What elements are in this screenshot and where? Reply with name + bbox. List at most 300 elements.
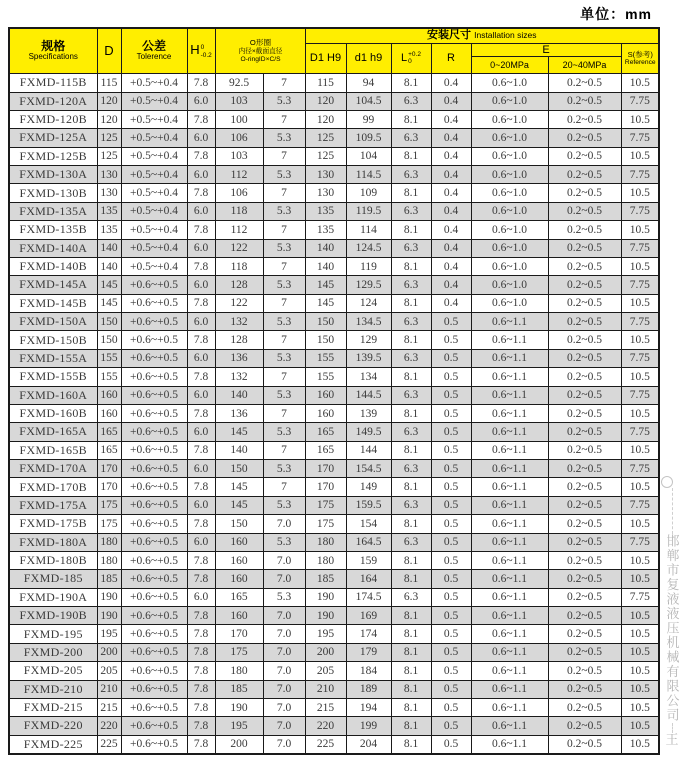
l-cell: 6.3 (391, 423, 431, 441)
oring-id-cell: 185 (215, 680, 263, 698)
r-cell: 0.5 (431, 496, 471, 514)
e-20-40mpa-cell: 0.2~0.5 (548, 515, 621, 533)
h-cell: 6.0 (187, 496, 215, 514)
d1h9-small-cell: 134 (346, 368, 391, 386)
l-cell: 8.1 (391, 698, 431, 716)
oring-cs-cell: 7 (263, 257, 305, 275)
tolerance-cell: +0.6~+0.5 (121, 515, 187, 533)
spec-cell: FXMD-120A (9, 92, 97, 110)
spec-cell: FXMD-135A (9, 202, 97, 220)
e-0-20mpa-cell: 0.6~1.1 (471, 441, 548, 459)
e-0-20mpa-cell: 0.6~1.1 (471, 680, 548, 698)
d1h9-cell: 175 (305, 515, 346, 533)
s-reference-cell: 10.5 (621, 680, 659, 698)
d1h9-cell: 170 (305, 478, 346, 496)
l-cell: 8.1 (391, 478, 431, 496)
spec-cell: FXMD-155A (9, 349, 97, 367)
e-20-40mpa-cell: 0.2~0.5 (548, 349, 621, 367)
l-tolerance-stack: +0.2 0 (408, 51, 421, 66)
h-cell: 7.8 (187, 662, 215, 680)
oring-cs-cell: 5.3 (263, 276, 305, 294)
d-cell: 155 (97, 349, 121, 367)
e-20-40mpa-cell: 0.2~0.5 (548, 496, 621, 514)
table-row (9, 202, 659, 220)
table-row (9, 515, 659, 533)
l-cell: 8.1 (391, 643, 431, 661)
d1h9-cell: 205 (305, 662, 346, 680)
e-0-20mpa-cell: 0.6~1.1 (471, 386, 548, 404)
e-20-40mpa-cell: 0.2~0.5 (548, 570, 621, 588)
d-cell: 125 (97, 129, 121, 147)
d-cell: 160 (97, 386, 121, 404)
s-reference-cell: 10.5 (621, 551, 659, 569)
spec-cell: FXMD-190B (9, 607, 97, 625)
spec-header-en: Specifications (28, 52, 78, 62)
oring-cs-cell: 7.0 (263, 607, 305, 625)
d1h9-cell: 160 (305, 404, 346, 422)
e-0-20mpa-cell: 0.6~1.0 (471, 239, 548, 257)
e-20-40mpa-cell: 0.2~0.5 (548, 92, 621, 110)
spec-cell: FXMD-175B (9, 515, 97, 533)
l-cell: 8.1 (391, 515, 431, 533)
e-0-20mpa-cell: 0.6~1.0 (471, 110, 548, 128)
d-cell: 130 (97, 184, 121, 202)
tolerance-cell: +0.5~+0.4 (121, 110, 187, 128)
d1h9-small-cell: 154.5 (346, 460, 391, 478)
tolerance-cell: +0.5~+0.4 (121, 202, 187, 220)
d1h9-cell: 135 (305, 202, 346, 220)
e-0-20mpa-cell: 0.6~1.1 (471, 607, 548, 625)
col-header-installation-sizes (305, 28, 659, 43)
oring-id-cell: 160 (215, 551, 263, 569)
d1h9-small-cell: 99 (346, 110, 391, 128)
h-symbol: H (190, 42, 200, 58)
h-cell: 7.8 (187, 680, 215, 698)
r-cell: 0.5 (431, 404, 471, 422)
spec-cell: FXMD-200 (9, 643, 97, 661)
table-row (9, 680, 659, 698)
tolerance-cell: +0.5~+0.4 (121, 257, 187, 275)
h-cell: 7.8 (187, 570, 215, 588)
tolerance-cell: +0.6~+0.5 (121, 551, 187, 569)
spec-cell: FXMD-115B (9, 74, 97, 92)
r-cell: 0.4 (431, 202, 471, 220)
d1h9-small-cell: 104.5 (346, 92, 391, 110)
d1h9-small-cell: 109.5 (346, 129, 391, 147)
spec-cell: FXMD-180A (9, 533, 97, 551)
spec-cell: FXMD-135B (9, 221, 97, 239)
r-cell: 0.5 (431, 460, 471, 478)
h-cell: 7.8 (187, 551, 215, 569)
h-cell: 6.0 (187, 276, 215, 294)
d1h9-small-cell: 144.5 (346, 386, 391, 404)
spec-table (8, 27, 660, 755)
unit-label: 单位：mm (580, 6, 652, 22)
d1h9-cell: 190 (305, 588, 346, 606)
tolerance-cell: +0.5~+0.4 (121, 221, 187, 239)
table-row (9, 129, 659, 147)
table-row (9, 166, 659, 184)
l-cell: 6.3 (391, 588, 431, 606)
d-cell: 115 (97, 74, 121, 92)
col-header-d1h9: D1 H9 (305, 43, 346, 74)
l-cell: 6.3 (391, 92, 431, 110)
e-20-40mpa-cell: 0.2~0.5 (548, 294, 621, 312)
table-row (9, 698, 659, 716)
tolerance-cell: +0.5~+0.4 (121, 92, 187, 110)
r-cell: 0.5 (431, 313, 471, 331)
h-cell: 7.8 (187, 368, 215, 386)
l-cell: 6.3 (391, 202, 431, 220)
r-cell: 0.5 (431, 717, 471, 735)
d-cell: 200 (97, 643, 121, 661)
h-cell: 6.0 (187, 460, 215, 478)
r-cell: 0.5 (431, 386, 471, 404)
r-cell: 0.4 (431, 239, 471, 257)
watermark-strip (656, 476, 688, 776)
h-cell: 6.0 (187, 129, 215, 147)
tolerance-cell: +0.6~+0.5 (121, 643, 187, 661)
oring-cs-cell: 7 (263, 478, 305, 496)
s-reference-cell: 7.75 (621, 423, 659, 441)
table-row (9, 184, 659, 202)
oring-id-cell: 145 (215, 423, 263, 441)
r-cell: 0.4 (431, 184, 471, 202)
oring-id-cell: 106 (215, 184, 263, 202)
tolerance-cell: +0.6~+0.5 (121, 496, 187, 514)
table-row (9, 92, 659, 110)
e-0-20mpa-cell: 0.6~1.1 (471, 533, 548, 551)
s-reference-cell: 10.5 (621, 570, 659, 588)
oring-cs-cell: 7.0 (263, 515, 305, 533)
d-cell: 220 (97, 717, 121, 735)
tolerance-cell: +0.6~+0.5 (121, 625, 187, 643)
oring-cs-cell: 5.3 (263, 386, 305, 404)
h-cell: 7.8 (187, 221, 215, 239)
d-cell: 120 (97, 110, 121, 128)
e-0-20mpa-cell: 0.6~1.1 (471, 515, 548, 533)
s-reference-cell: 10.5 (621, 441, 659, 459)
tolerance-cell: +0.6~+0.5 (121, 735, 187, 753)
d1h9-cell: 160 (305, 386, 346, 404)
r-cell: 0.5 (431, 478, 471, 496)
spec-cell: FXMD-165A (9, 423, 97, 441)
l-cell: 6.3 (391, 460, 431, 478)
tolerance-header-cn: 公差 (141, 39, 166, 54)
table-row (9, 423, 659, 441)
spec-cell: FXMD-155B (9, 368, 97, 386)
oring-cs-cell: 7 (263, 368, 305, 386)
d1h9-cell: 190 (305, 607, 346, 625)
r-cell: 0.5 (431, 423, 471, 441)
table-row (9, 147, 659, 165)
s-reference-cell: 7.75 (621, 533, 659, 551)
oring-cs-cell: 5.3 (263, 349, 305, 367)
h-cell: 6.0 (187, 386, 215, 404)
table-row (9, 276, 659, 294)
h-cell: 7.8 (187, 441, 215, 459)
d1h9-small-cell: 94 (346, 74, 391, 92)
spec-cell: FXMD-145B (9, 294, 97, 312)
oring-id-cell: 160 (215, 570, 263, 588)
e-20-40mpa-cell: 0.2~0.5 (548, 202, 621, 220)
d-cell: 195 (97, 625, 121, 643)
tolerance-cell: +0.6~+0.5 (121, 662, 187, 680)
h-cell: 6.0 (187, 92, 215, 110)
d-cell: 170 (97, 460, 121, 478)
spec-cell: FXMD-195 (9, 625, 97, 643)
l-cell: 6.3 (391, 349, 431, 367)
table-row (9, 496, 659, 514)
l-cell: 6.3 (391, 239, 431, 257)
d-cell: 175 (97, 515, 121, 533)
s-reference-cell: 10.5 (621, 662, 659, 680)
col-header-tolerance (121, 28, 187, 74)
h-cell: 7.8 (187, 607, 215, 625)
oring-id-cell: 103 (215, 92, 263, 110)
oring-id-cell: 145 (215, 478, 263, 496)
oring-cs-cell: 7 (263, 74, 305, 92)
r-cell: 0.5 (431, 588, 471, 606)
e-0-20mpa-cell: 0.6~1.0 (471, 147, 548, 165)
d1h9-cell: 210 (305, 680, 346, 698)
s-reference-cell: 10.5 (621, 110, 659, 128)
col-header-spec (9, 28, 97, 74)
h-cell: 6.0 (187, 533, 215, 551)
l-cell: 6.3 (391, 166, 431, 184)
h-cell: 6.0 (187, 166, 215, 184)
d1h9-cell: 200 (305, 643, 346, 661)
s-reference-cell: 10.5 (621, 735, 659, 753)
dashed-line (672, 723, 673, 733)
d1h9-small-cell: 124.5 (346, 239, 391, 257)
h-cell: 7.8 (187, 294, 215, 312)
oring-cs-cell: 5.3 (263, 92, 305, 110)
tolerance-cell: +0.6~+0.5 (121, 386, 187, 404)
d1h9-small-cell: 204 (346, 735, 391, 753)
table-row (9, 588, 659, 606)
d1h9-cell: 220 (305, 717, 346, 735)
oring-cs-cell: 5.3 (263, 423, 305, 441)
table-row (9, 735, 659, 753)
tolerance-cell: +0.6~+0.5 (121, 276, 187, 294)
install-header-en: Installation sizes (474, 30, 537, 41)
spec-cell: FXMD-125A (9, 129, 97, 147)
table-row (9, 294, 659, 312)
l-cell: 8.1 (391, 331, 431, 349)
d-cell: 145 (97, 276, 121, 294)
d1h9-cell: 125 (305, 147, 346, 165)
h-cell: 7.8 (187, 698, 215, 716)
l-cell: 8.1 (391, 110, 431, 128)
e-20-40mpa-cell: 0.2~0.5 (548, 404, 621, 422)
d1h9-cell: 120 (305, 92, 346, 110)
l-cell: 8.1 (391, 294, 431, 312)
e-20-40mpa-cell: 0.2~0.5 (548, 533, 621, 551)
e-0-20mpa-cell: 0.6~1.0 (471, 276, 548, 294)
r-cell: 0.5 (431, 441, 471, 459)
d1h9-small-cell: 149 (346, 478, 391, 496)
r-cell: 0.4 (431, 129, 471, 147)
h-cell: 7.8 (187, 74, 215, 92)
s-reference-cell: 10.5 (621, 221, 659, 239)
oring-id-cell: 170 (215, 625, 263, 643)
e-20-40mpa-cell: 0.2~0.5 (548, 331, 621, 349)
d1h9-small-cell: 149.5 (346, 423, 391, 441)
d1h9-cell: 150 (305, 331, 346, 349)
e-0-20mpa-cell: 0.6~1.0 (471, 257, 548, 275)
oring-cs-cell: 5.3 (263, 588, 305, 606)
h-cell: 6.0 (187, 349, 215, 367)
table-row (9, 349, 659, 367)
spec-cell: FXMD-210 (9, 680, 97, 698)
oring-cs-cell: 5.3 (263, 166, 305, 184)
oring-cs-cell: 5.3 (263, 313, 305, 331)
e-20-40mpa-cell: 0.2~0.5 (548, 110, 621, 128)
oring-id-cell: 112 (215, 166, 263, 184)
spec-cell: FXMD-140B (9, 257, 97, 275)
s-reference-cell: 7.75 (621, 202, 659, 220)
d-cell: 175 (97, 496, 121, 514)
d1h9-cell: 150 (305, 313, 346, 331)
d-cell: 140 (97, 257, 121, 275)
d1h9-cell: 175 (305, 496, 346, 514)
s-reference-cell: 10.5 (621, 257, 659, 275)
table-row (9, 404, 659, 422)
oring-id-cell: 128 (215, 276, 263, 294)
s-reference-cell: 10.5 (621, 404, 659, 422)
d1h9-small-cell: 164 (346, 570, 391, 588)
oring-cs-cell: 5.3 (263, 460, 305, 478)
spec-cell: FXMD-205 (9, 662, 97, 680)
s-reference-cell: 10.5 (621, 607, 659, 625)
table-row (9, 257, 659, 275)
oring-id-cell: 118 (215, 257, 263, 275)
tolerance-cell: +0.6~+0.5 (121, 478, 187, 496)
oring-id-cell: 132 (215, 368, 263, 386)
e-20-40mpa-cell: 0.2~0.5 (548, 662, 621, 680)
col-header-r: R (431, 43, 471, 74)
e-0-20mpa-cell: 0.6~1.1 (471, 551, 548, 569)
oring-cs-cell: 7 (263, 404, 305, 422)
tolerance-cell: +0.6~+0.5 (121, 313, 187, 331)
table-row (9, 221, 659, 239)
oring-cs-cell: 7.0 (263, 551, 305, 569)
spec-cell: FXMD-175A (9, 496, 97, 514)
s-reference-cell: 10.5 (621, 515, 659, 533)
d1h9-cell: 195 (305, 625, 346, 643)
e-20-40mpa-cell: 0.2~0.5 (548, 717, 621, 735)
e-0-20mpa-cell: 0.6~1.0 (471, 184, 548, 202)
e-20-40mpa-cell: 0.2~0.5 (548, 74, 621, 92)
d1h9-cell: 180 (305, 551, 346, 569)
h-cell: 7.8 (187, 717, 215, 735)
d1h9-small-cell: 119.5 (346, 202, 391, 220)
d1h9-cell: 145 (305, 276, 346, 294)
tolerance-cell: +0.6~+0.5 (121, 368, 187, 386)
oring-id-cell: 200 (215, 735, 263, 753)
d1h9-small-cell: 109 (346, 184, 391, 202)
s-reference-cell: 7.75 (621, 239, 659, 257)
oring-cs-cell: 7 (263, 331, 305, 349)
oring-cs-cell: 7.0 (263, 698, 305, 716)
l-cell: 8.1 (391, 570, 431, 588)
oring-id-cell: 150 (215, 515, 263, 533)
oring-id-cell: 140 (215, 386, 263, 404)
e-0-20mpa-cell: 0.6~1.0 (471, 74, 548, 92)
oring-cs-cell: 7 (263, 110, 305, 128)
oring-cs-cell: 7.0 (263, 717, 305, 735)
table-row (9, 662, 659, 680)
d1h9-small-cell: 114.5 (346, 166, 391, 184)
table-row (9, 313, 659, 331)
d-cell: 130 (97, 166, 121, 184)
e-0-20mpa-cell: 0.6~1.1 (471, 404, 548, 422)
e-0-20mpa-cell: 0.6~1.1 (471, 423, 548, 441)
table-row (9, 717, 659, 735)
r-cell: 0.5 (431, 331, 471, 349)
d-cell: 135 (97, 221, 121, 239)
r-cell: 0.4 (431, 294, 471, 312)
tolerance-header-en: Tolerence (136, 52, 172, 62)
oring-cs-cell: 7 (263, 221, 305, 239)
s-reference-cell: 10.5 (621, 74, 659, 92)
spec-cell: FXMD-120B (9, 110, 97, 128)
oring-cs-cell: 5.3 (263, 533, 305, 551)
h-cell: 7.8 (187, 478, 215, 496)
d-cell: 185 (97, 570, 121, 588)
spec-cell: FXMD-145A (9, 276, 97, 294)
h-cell: 7.8 (187, 404, 215, 422)
d-cell: 180 (97, 533, 121, 551)
tolerance-cell: +0.6~+0.5 (121, 607, 187, 625)
col-header-d: D (97, 28, 121, 74)
spec-cell: FXMD-130A (9, 166, 97, 184)
oring-id-cell: 118 (215, 202, 263, 220)
h-cell: 7.8 (187, 184, 215, 202)
d-cell: 125 (97, 147, 121, 165)
e-0-20mpa-cell: 0.6~1.1 (471, 349, 548, 367)
spec-cell: FXMD-125B (9, 147, 97, 165)
oring-cs-cell: 5.3 (263, 239, 305, 257)
tolerance-cell: +0.5~+0.4 (121, 239, 187, 257)
r-cell: 0.4 (431, 276, 471, 294)
tolerance-cell: +0.5~+0.4 (121, 74, 187, 92)
h-cell: 6.0 (187, 423, 215, 441)
r-cell: 0.4 (431, 74, 471, 92)
oring-id-cell: 122 (215, 294, 263, 312)
oring-id-cell: 112 (215, 221, 263, 239)
d1h9-small-cell: 179 (346, 643, 391, 661)
d1h9-small-cell: 119 (346, 257, 391, 275)
e-0-20mpa-cell: 0.6~1.0 (471, 202, 548, 220)
r-cell: 0.4 (431, 110, 471, 128)
e-20-40mpa-cell: 0.2~0.5 (548, 221, 621, 239)
e-0-20mpa-cell: 0.6~1.1 (471, 478, 548, 496)
spec-cell: FXMD-140A (9, 239, 97, 257)
l-symbol: L (401, 52, 408, 65)
r-cell: 0.4 (431, 257, 471, 275)
d1h9-cell: 125 (305, 129, 346, 147)
d1h9-small-cell: 124 (346, 294, 391, 312)
e-20-40mpa-cell: 0.2~0.5 (548, 588, 621, 606)
e-20-40mpa-cell: 0.2~0.5 (548, 257, 621, 275)
tolerance-cell: +0.6~+0.5 (121, 680, 187, 698)
e-20-40mpa-cell: 0.2~0.5 (548, 166, 621, 184)
tolerance-cell: +0.6~+0.5 (121, 570, 187, 588)
d-cell: 160 (97, 404, 121, 422)
e-0-20mpa-cell: 0.6~1.1 (471, 368, 548, 386)
